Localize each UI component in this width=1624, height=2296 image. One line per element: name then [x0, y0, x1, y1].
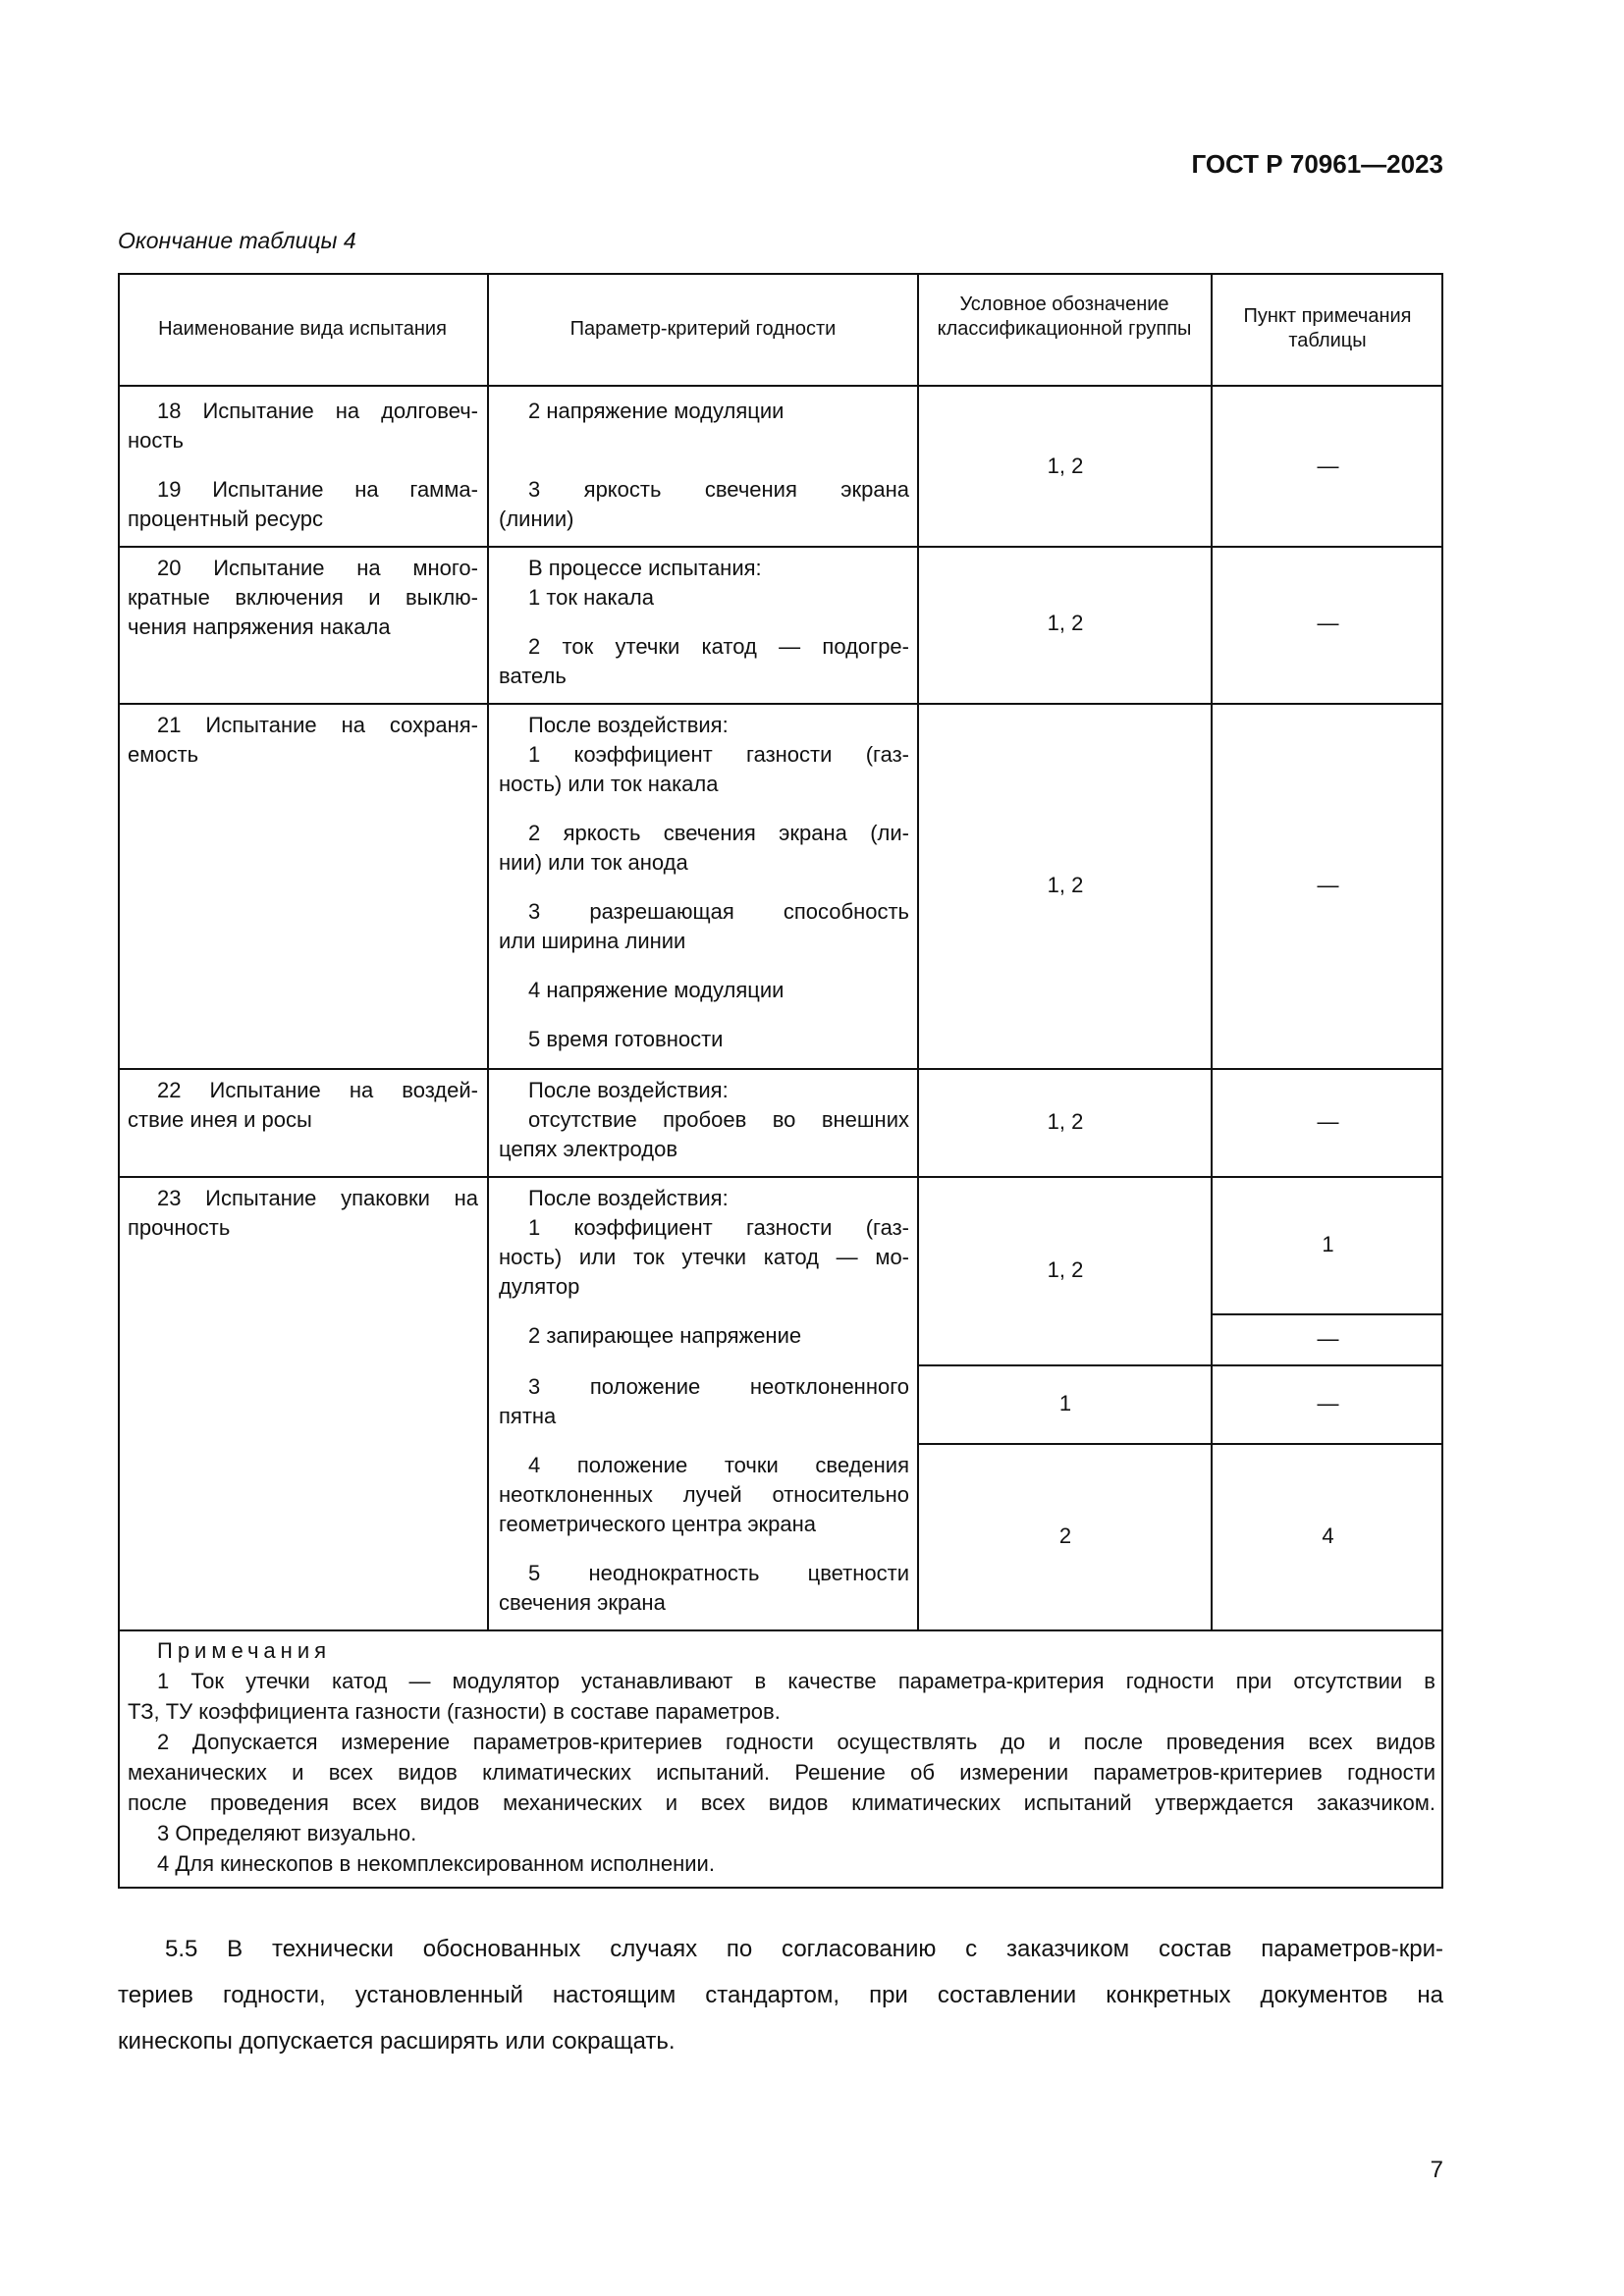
row-separator: [118, 546, 1443, 548]
cell-separator: [918, 1443, 1443, 1445]
note-line: механических и всех видов климатических испытаний. Решение об измерении параметров-критериев годности: [128, 1760, 1435, 1785]
table-cell: —: [1317, 611, 1339, 635]
table-cell: нии) или ток анода: [499, 850, 688, 875]
note-line: ТЗ, ТУ коэффициента газности (газности) в составе параметров.: [128, 1699, 781, 1724]
table-cell: чения напряжения накала: [128, 614, 391, 639]
table-cell: 22 Испытание на воздей-: [157, 1078, 478, 1102]
table-caption: Окончание таблицы 4: [118, 228, 356, 253]
table-cell: свечения экрана: [499, 1590, 666, 1615]
table-cell: 21 Испытание на сохраня-: [157, 713, 478, 737]
table-cell: 1 ток накала: [528, 585, 654, 610]
table-cell: отсутствие пробоев во внешних: [528, 1107, 909, 1132]
paragraph-line: кинескопы допускается расширять или сокращать.: [118, 2028, 676, 2055]
table-cell: —: [1317, 873, 1339, 897]
table-cell: 2 яркость свечения экрана (ли-: [528, 821, 909, 845]
table-cell: 1, 2: [1047, 873, 1084, 897]
table-cell: 2 ток утечки катод — подогре-: [528, 634, 909, 659]
table-cell: геометрического центра экрана: [499, 1512, 817, 1536]
table-cell: 20 Испытание на много-: [157, 556, 478, 580]
page-number: 7: [1430, 2157, 1443, 2183]
note-line: 1 Ток утечки катод — модулятор устанавливают в качестве параметра-критерия годности при отсутствии в: [157, 1669, 1435, 1693]
row-separator: [118, 703, 1443, 705]
table-cell: ватель: [499, 664, 567, 688]
table-cell: —: [1317, 1109, 1339, 1134]
note-line: 2 Допускается измерение параметров-критериев годности осуществлять до и после проведения всех видов: [157, 1730, 1435, 1754]
table-cell: 3 разрешающая способность: [528, 899, 909, 924]
table-cell: —: [1317, 454, 1339, 478]
table-cell: 5 время готовности: [528, 1027, 724, 1051]
table-cell: 1: [1058, 1391, 1072, 1415]
cell-separator: [918, 1364, 1443, 1366]
row-separator: [118, 1176, 1443, 1178]
table-cell: 23 Испытание упаковки на: [157, 1186, 478, 1210]
table-cell: 5 неоднократность цветности: [528, 1561, 909, 1585]
table-cell: ность) или ток накала: [499, 772, 719, 796]
table-cell: 4: [1322, 1523, 1334, 1548]
paragraph-line: териев годности, установленный настоящим стандартом, при составлении конкретных документов на: [118, 1982, 1443, 2008]
table-cell: или ширина линии: [499, 929, 686, 953]
table-cell: 19 Испытание на гамма-: [157, 477, 478, 502]
table-cell: —: [1317, 1391, 1339, 1415]
table-cell: —: [1317, 1326, 1339, 1351]
notes-title: Примечания: [157, 1638, 332, 1663]
table-cell: 4 напряжение модуляции: [528, 978, 785, 1002]
table-cell: После воздействия:: [528, 713, 729, 737]
table-cell: 1, 2: [1047, 1109, 1084, 1134]
table-cell: 2 запирающее напряжение: [528, 1323, 802, 1348]
table-cell: цепях электродов: [499, 1137, 678, 1161]
table-cell: неотклоненных лучей относительно: [499, 1482, 909, 1507]
document-header: ГОСТ Р 70961—2023: [1191, 149, 1443, 179]
table-cell: прочность: [128, 1215, 231, 1240]
table-cell: 1, 2: [1047, 454, 1084, 478]
table-cell: 1 коэффициент газности (газ-: [528, 1215, 909, 1240]
notes-separator: [118, 1629, 1443, 1631]
header-separator: [118, 385, 1443, 387]
table-cell: 1 коэффициент газности (газ-: [528, 742, 909, 767]
table-cell: 2 напряжение модуляции: [528, 399, 785, 423]
column-header: Наименование вида испытания: [158, 318, 447, 340]
column-header: Пункт примечания таблицы: [1243, 305, 1412, 351]
column-header: Условное обозначение классификационной группы: [937, 294, 1192, 340]
table-cell: 1: [1322, 1232, 1334, 1256]
table-cell: ствие инея и росы: [128, 1107, 312, 1132]
table-cell: емость: [128, 742, 199, 767]
table-cell: 2: [1058, 1523, 1072, 1548]
row-separator: [118, 1068, 1443, 1070]
table-cell: 3 яркость свечения экрана: [528, 477, 909, 502]
paragraph-line: 5.5 В технически обоснованных случаях по согласованию с заказчиком состав параметров-кри-: [165, 1936, 1443, 1962]
table-cell: 18 Испытание на долговеч-: [157, 399, 478, 423]
table-cell: процентный ресурс: [128, 507, 324, 531]
note-line: после проведения всех видов механических и всех видов климатических испытаний утверждается заказчиком.: [128, 1790, 1435, 1815]
table-cell: дулятор: [499, 1274, 580, 1299]
column-header: Параметр-критерий годности: [569, 318, 837, 340]
table-cell: ность: [128, 428, 184, 453]
table-cell: 1, 2: [1047, 1257, 1084, 1282]
table-cell: 1, 2: [1047, 611, 1084, 635]
note-line: 4 Для кинескопов в некомплексированном исполнении.: [157, 1851, 715, 1876]
note-line: 3 Определяют визуально.: [157, 1821, 417, 1845]
table-cell: После воздействия:: [528, 1186, 729, 1210]
table-cell: После воздействия:: [528, 1078, 729, 1102]
table-cell: пятна: [499, 1404, 557, 1428]
table-cell: 3 положение неотклоненного: [528, 1374, 909, 1399]
table-cell: (линии): [499, 507, 574, 531]
table-cell: ность) или ток утечки катод — мо-: [499, 1245, 909, 1269]
table-cell: кратные включения и выклю-: [128, 585, 478, 610]
table-cell: 4 положение точки сведения: [528, 1453, 909, 1477]
column-separator: [487, 273, 489, 1630]
table-cell: В процессе испытания:: [528, 556, 762, 580]
cell-separator: [1212, 1313, 1443, 1315]
